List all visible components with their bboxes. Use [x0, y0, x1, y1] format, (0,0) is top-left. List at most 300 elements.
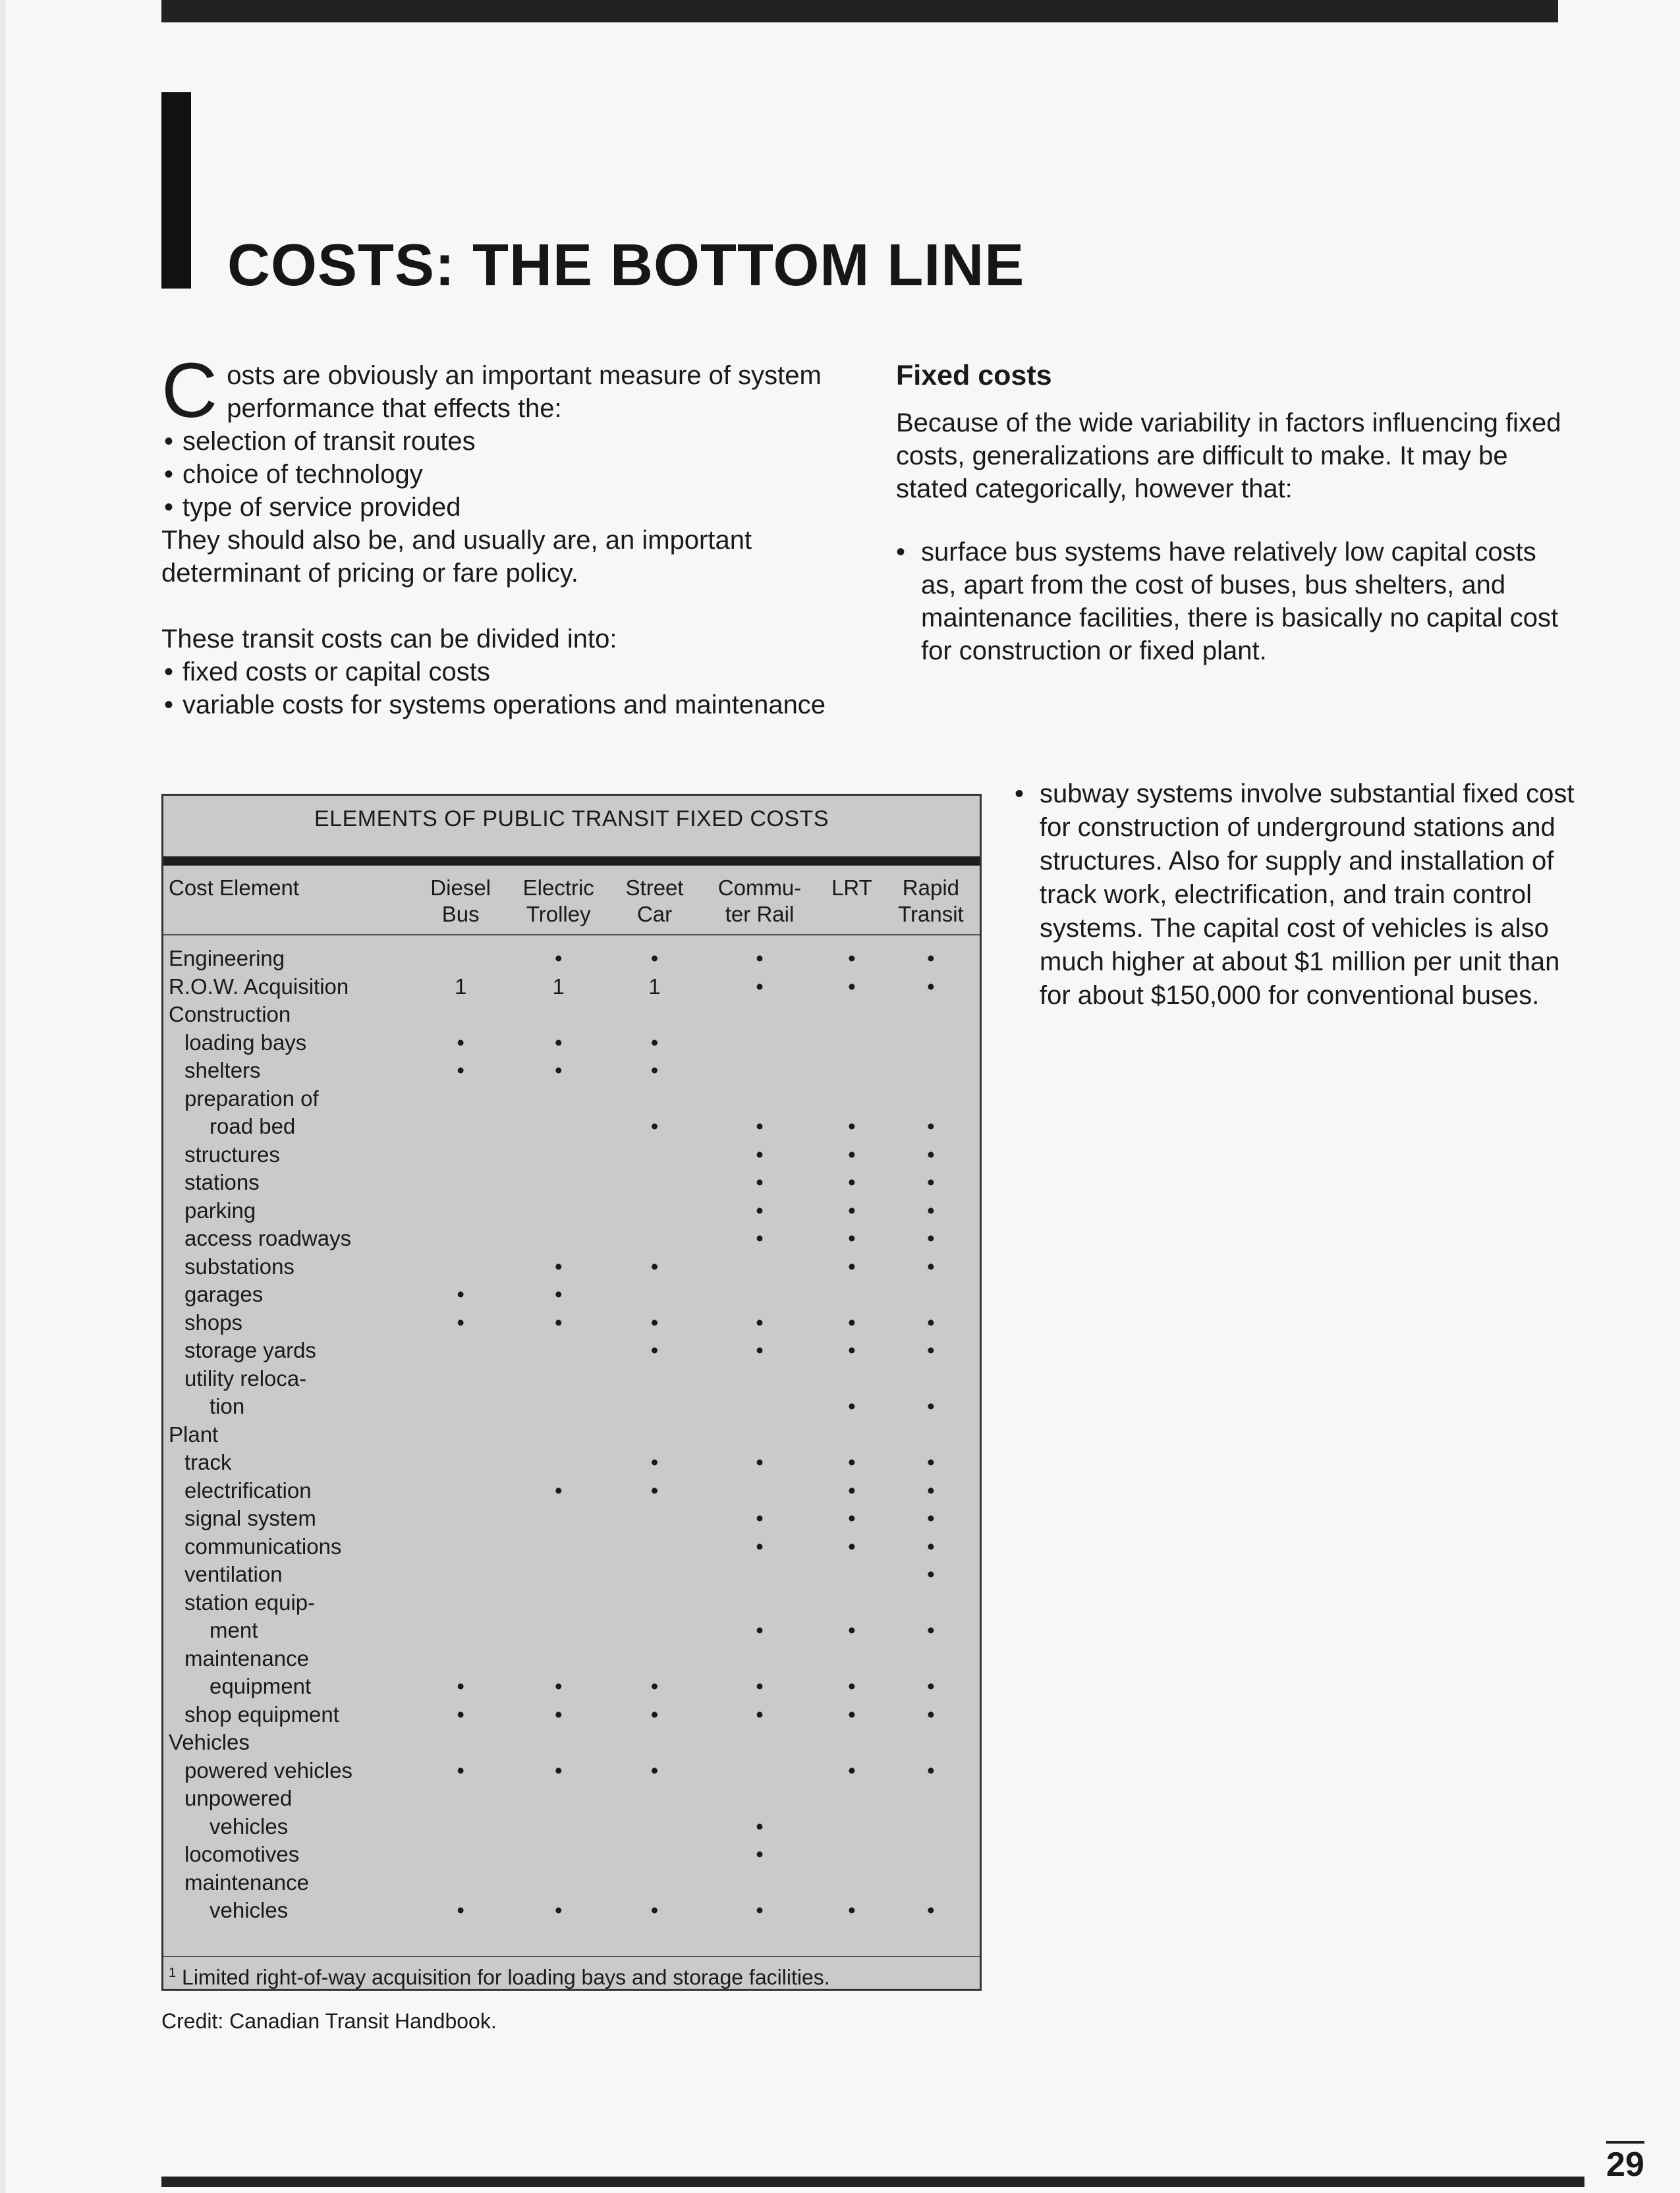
- table-row: [163, 1617, 980, 1645]
- table-cell: [882, 1813, 980, 1841]
- table-cell: •: [554, 1898, 563, 1922]
- cost-element-label: loading bays: [184, 1030, 307, 1055]
- table-cell: [505, 1001, 611, 1029]
- table-cell: •: [756, 1674, 764, 1698]
- table-cell: [882, 1365, 980, 1393]
- intro-text: osts are obviously an important measure of system performance that effects the:: [227, 361, 822, 423]
- bottom-rule: [161, 2177, 1584, 2187]
- table-cell: 1: [552, 974, 565, 999]
- table-row: [163, 1589, 980, 1617]
- fixed-costs-column: [896, 359, 1575, 667]
- table-cell: •: [554, 1282, 563, 1306]
- table-cell: [611, 1617, 698, 1645]
- table-cell: •: [554, 1478, 563, 1503]
- cost-element-label: stations: [184, 1170, 260, 1194]
- table-cell: [698, 1561, 822, 1589]
- cost-element-label: R.O.W. Acquisition: [169, 974, 349, 999]
- cost-element-label: shops: [184, 1310, 243, 1335]
- table-cell: •: [848, 1142, 856, 1167]
- table-caption: ELEMENTS OF PUBLIC TRANSIT FIXED COSTS: [163, 796, 980, 866]
- table-cell: •: [457, 1758, 464, 1783]
- table-row: [163, 1505, 980, 1533]
- table-row: [163, 1029, 980, 1057]
- table-row: [163, 1309, 980, 1337]
- table-cell: •: [650, 1310, 659, 1335]
- table-cell: [611, 1365, 698, 1393]
- table-cell: [505, 1729, 611, 1757]
- cost-element-label: garages: [184, 1282, 264, 1306]
- table-body: [163, 935, 980, 1925]
- table-cell: [882, 1869, 980, 1897]
- table-cell: [698, 1477, 822, 1505]
- table-row: [163, 1701, 980, 1729]
- table-cell: [882, 1057, 980, 1085]
- cost-element-label: access roadways: [184, 1226, 352, 1250]
- table-cell: [698, 1645, 822, 1673]
- table-cell: [416, 1869, 505, 1897]
- table-row: [163, 1561, 980, 1589]
- table-cell: [505, 1617, 611, 1645]
- cost-element-label: powered vehicles: [184, 1758, 352, 1783]
- table-row: [163, 1869, 980, 1897]
- table-cell: •: [554, 1674, 563, 1698]
- table-cell: •: [756, 1198, 764, 1223]
- table-cell: [882, 1001, 980, 1029]
- table-cell: [822, 1365, 882, 1393]
- column-header: Diesel Bus: [430, 875, 491, 926]
- cost-element-label: track: [184, 1450, 232, 1474]
- table-cell: [611, 1225, 698, 1253]
- table-cell: •: [848, 1394, 856, 1418]
- cost-element-label: locomotives: [184, 1842, 300, 1866]
- table-cell: [822, 1813, 882, 1841]
- subway-list: [1015, 777, 1575, 1013]
- table-cell: [416, 1505, 505, 1533]
- table-cell: [611, 1589, 698, 1617]
- cost-element-label: electrification: [184, 1478, 312, 1503]
- table-cell: •: [848, 974, 856, 999]
- footnote-marker: 1: [169, 1966, 177, 1980]
- table-cell: [505, 1785, 611, 1813]
- table-cell: •: [756, 1506, 764, 1530]
- page-title: COSTS: THE BOTTOM LINE: [227, 233, 1025, 298]
- table-cell: [611, 1841, 698, 1869]
- table-cell: •: [927, 1758, 935, 1783]
- cost-element-label: tion: [210, 1394, 245, 1418]
- table-cell: [416, 1141, 505, 1169]
- table-footnote: [163, 1956, 980, 1989]
- cost-element-label: utility reloca-: [184, 1366, 307, 1391]
- table-cell: •: [756, 974, 764, 999]
- divided-paragraph: These transit costs can be divided into:: [161, 625, 617, 653]
- table-cell: [611, 1141, 698, 1169]
- table-cell: •: [848, 1338, 856, 1362]
- column-header: Cost Element: [169, 875, 300, 900]
- list-item: • fixed costs or capital costs: [161, 655, 860, 688]
- subway-systems-point: • subway systems involve substantial fixed cost for construction of underground stations and structures. Also for supply and installation of track work, electrification, and train control systems. The capital cost of vehicles is also much higher at about $1 million per unit than for about $150,000 for conventional buses.: [1015, 777, 1575, 1013]
- table-cell: [416, 1085, 505, 1113]
- table-cell: •: [650, 1898, 659, 1922]
- table-cell: [822, 1729, 882, 1757]
- table-cell: •: [927, 1618, 935, 1642]
- cost-element-label: parking: [184, 1198, 256, 1223]
- table-cell: •: [756, 1618, 764, 1642]
- cost-categories-list: [161, 655, 860, 721]
- table-cell: •: [848, 1702, 856, 1727]
- cost-element-label: vehicles: [210, 1898, 289, 1922]
- cost-element-label: communications: [184, 1534, 342, 1559]
- table-cell: •: [927, 1254, 935, 1279]
- intro-column: [161, 347, 860, 721]
- table-cell: •: [650, 1338, 659, 1362]
- table-cell: •: [756, 1702, 764, 1727]
- table-cell: •: [927, 1534, 935, 1559]
- table-row: [163, 1813, 980, 1841]
- table-cell: [416, 945, 505, 973]
- table-cell: [611, 1393, 698, 1421]
- table-cell: 1: [454, 974, 467, 999]
- table-cell: [882, 1841, 980, 1869]
- table-cell: •: [554, 946, 563, 970]
- list-item: • variable costs for systems operations and maintenance: [161, 688, 860, 721]
- column-header: Commu- ter Rail: [717, 875, 802, 926]
- table-row: [163, 1533, 980, 1561]
- cost-element-label: maintenance: [184, 1870, 309, 1895]
- table-row: [163, 1253, 980, 1281]
- page-edge-shadow: [0, 0, 5, 2193]
- table-cell: •: [848, 1226, 856, 1250]
- footnote-text: Limited right-of-way acquisition for loading bays and storage facilities.: [182, 1965, 830, 1989]
- table-cell: [698, 1757, 822, 1785]
- table-cell: •: [848, 1114, 856, 1138]
- table-cell: [698, 1393, 822, 1421]
- table-cell: •: [756, 1310, 764, 1335]
- table-row: [163, 1729, 980, 1757]
- table-cell: •: [457, 1702, 464, 1727]
- table-cell: [698, 1029, 822, 1057]
- table-header-row: [163, 866, 980, 935]
- table-cell: •: [848, 1478, 856, 1503]
- table-cell: [698, 1253, 822, 1281]
- list-item: • selection of transit routes: [161, 425, 860, 458]
- table-cell: [611, 1085, 698, 1113]
- table-cell: •: [554, 1702, 563, 1727]
- column-header: Street Car: [625, 875, 684, 926]
- table-cell: •: [927, 1562, 935, 1586]
- table-cell: •: [554, 1310, 563, 1335]
- table-cell: [611, 1729, 698, 1757]
- cost-element-label: substations: [184, 1254, 294, 1279]
- table-cell: [416, 1589, 505, 1617]
- table-cell: [822, 1589, 882, 1617]
- top-rule: [161, 0, 1558, 22]
- table-cell: [416, 1813, 505, 1841]
- table-cell: •: [848, 1674, 856, 1698]
- table-cell: [822, 1645, 882, 1673]
- drop-cap: C: [161, 347, 218, 434]
- table-cell: [505, 1589, 611, 1617]
- table-cell: [882, 1589, 980, 1617]
- cost-element-label: signal system: [184, 1506, 316, 1530]
- credit-line: Credit: Canadian Transit Handbook.: [161, 2009, 497, 2033]
- table-cell: [698, 1785, 822, 1813]
- table-cell: [416, 1225, 505, 1253]
- table-cell: •: [848, 1534, 856, 1559]
- table-row: [163, 1169, 980, 1197]
- table-row: [163, 1645, 980, 1673]
- table-row: [163, 1337, 980, 1365]
- table-cell: [505, 1421, 611, 1449]
- table-cell: [611, 1645, 698, 1673]
- table-cell: •: [457, 1898, 464, 1922]
- table-cell: [416, 1533, 505, 1561]
- table-cell: [822, 1085, 882, 1113]
- cost-element-label: Plant: [169, 1422, 219, 1447]
- table-cell: [882, 1281, 980, 1309]
- table-cell: [416, 1729, 505, 1757]
- table-cell: 1: [648, 974, 661, 999]
- table-row: [163, 945, 980, 973]
- table-cell: •: [554, 1758, 563, 1783]
- table-cell: [882, 1085, 980, 1113]
- table-cell: •: [650, 1254, 659, 1279]
- table-cell: [611, 1421, 698, 1449]
- table-cell: •: [650, 1478, 659, 1503]
- table-cell: [416, 1421, 505, 1449]
- table-cell: [505, 1813, 611, 1841]
- table-cell: •: [756, 1338, 764, 1362]
- table-cell: •: [457, 1674, 464, 1698]
- table-cell: [822, 1561, 882, 1589]
- table-cell: [611, 1813, 698, 1841]
- cost-element-label: Construction: [169, 1002, 291, 1026]
- table-row: [163, 1897, 980, 1925]
- table-row: [163, 1197, 980, 1225]
- table-cell: •: [650, 1450, 659, 1474]
- cost-element-label: road bed: [210, 1114, 296, 1138]
- table-cell: •: [848, 1450, 856, 1474]
- table-cell: [505, 1841, 611, 1869]
- table-cell: •: [756, 1142, 764, 1167]
- table-cell: [505, 1365, 611, 1393]
- table-cell: [505, 1141, 611, 1169]
- cost-elements-table: [163, 866, 980, 1925]
- table-cell: •: [848, 1198, 856, 1223]
- table-cell: [698, 1365, 822, 1393]
- table-row: [163, 1001, 980, 1029]
- table-cell: [416, 1197, 505, 1225]
- table-cell: •: [848, 1254, 856, 1279]
- table-cell: [505, 1505, 611, 1533]
- table-row: [163, 1085, 980, 1113]
- table-cell: •: [554, 1030, 563, 1055]
- table-cell: •: [927, 1898, 935, 1922]
- fixed-costs-heading: Fixed costs: [896, 360, 1052, 391]
- table-cell: •: [848, 1170, 856, 1194]
- table-cell: [505, 1225, 611, 1253]
- table-cell: •: [756, 1534, 764, 1559]
- table-row: [163, 1673, 980, 1701]
- table-cell: [882, 1729, 980, 1757]
- cost-element-label: equipment: [210, 1674, 312, 1698]
- table-cell: •: [756, 1450, 764, 1474]
- table-row: [163, 1841, 980, 1869]
- table-cell: •: [927, 974, 935, 999]
- table-cell: [611, 1785, 698, 1813]
- bus-systems-point: • surface bus systems have relatively low capital costs as, apart from the cost of buses, bus shelters, and maintenance facilities, there is basically no capital cost for construction or fixed plant.: [896, 536, 1575, 667]
- fixed-costs-intro: Because of the wide variability in factors influencing fixed costs, generalizations are difficult to make. It may be stated categorically, however that:: [896, 408, 1561, 503]
- table-cell: •: [848, 1506, 856, 1530]
- table-row: [163, 1757, 980, 1785]
- subway-column: [1015, 777, 1575, 1013]
- table-cell: [698, 1589, 822, 1617]
- table-cell: [822, 1869, 882, 1897]
- table-cell: •: [650, 1030, 659, 1055]
- table-cell: •: [927, 1114, 935, 1138]
- table-cell: •: [927, 1338, 935, 1362]
- table-cell: •: [756, 1842, 764, 1866]
- table-cell: •: [848, 946, 856, 970]
- cost-element-label: shelters: [184, 1058, 261, 1082]
- table-cell: [416, 1449, 505, 1477]
- table-cell: •: [927, 1226, 935, 1250]
- table-cell: [505, 1337, 611, 1365]
- table-row: [163, 1365, 980, 1393]
- cost-element-label: structures: [184, 1142, 280, 1167]
- table-cell: •: [650, 1058, 659, 1082]
- column-header: Electric Trolley: [522, 875, 594, 926]
- table-cell: [611, 1001, 698, 1029]
- column-header: Rapid Transit: [898, 875, 964, 926]
- table-cell: [698, 1869, 822, 1897]
- table-cell: [611, 1869, 698, 1897]
- fixed-costs-list: [896, 536, 1575, 667]
- cost-element-label: storage yards: [184, 1338, 316, 1362]
- table-cell: •: [554, 1058, 563, 1082]
- intro-paragraph: [161, 347, 860, 434]
- table-cell: •: [848, 1758, 856, 1783]
- table-row: [163, 1449, 980, 1477]
- table-cell: [611, 1533, 698, 1561]
- effects-list: [161, 425, 860, 524]
- section-marker-bar: [161, 92, 191, 289]
- table-cell: •: [457, 1058, 464, 1082]
- cost-element-label: Vehicles: [169, 1730, 250, 1754]
- table-cell: [822, 1001, 882, 1029]
- table-cell: [416, 1169, 505, 1197]
- cost-element-label: station equip-: [184, 1590, 316, 1615]
- list-item: • type of service provided: [161, 491, 860, 524]
- table-cell: •: [756, 1814, 764, 1839]
- table-cell: [416, 1365, 505, 1393]
- table-cell: [698, 1001, 822, 1029]
- table-cell: [416, 1393, 505, 1421]
- table-cell: •: [756, 1898, 764, 1922]
- table-row: [163, 1281, 980, 1309]
- table-cell: •: [650, 1758, 659, 1783]
- table-cell: •: [927, 1394, 935, 1418]
- table-cell: [505, 1197, 611, 1225]
- table-cell: [416, 1617, 505, 1645]
- column-header: LRT: [831, 875, 872, 900]
- table-cell: [822, 1057, 882, 1085]
- table-cell: •: [756, 946, 764, 970]
- table-cell: •: [927, 1170, 935, 1194]
- table-row: [163, 1785, 980, 1813]
- fixed-costs-table: [161, 794, 982, 1991]
- table-cell: •: [927, 1674, 935, 1698]
- table-cell: [698, 1085, 822, 1113]
- table-cell: [882, 1785, 980, 1813]
- table-cell: [822, 1029, 882, 1057]
- table-cell: •: [756, 1114, 764, 1138]
- table-row: [163, 1113, 980, 1141]
- table-cell: [505, 1085, 611, 1113]
- list-item: • choice of technology: [161, 458, 860, 491]
- table-cell: [822, 1421, 882, 1449]
- table-cell: [416, 1253, 505, 1281]
- table-cell: [416, 1841, 505, 1869]
- table-cell: •: [457, 1282, 464, 1306]
- table-cell: [611, 1505, 698, 1533]
- table-cell: [505, 1393, 611, 1421]
- table-cell: •: [927, 1198, 935, 1223]
- table-cell: [882, 1645, 980, 1673]
- table-cell: •: [927, 1506, 935, 1530]
- table-cell: [611, 1561, 698, 1589]
- table-cell: [416, 1477, 505, 1505]
- table-cell: [505, 1449, 611, 1477]
- table-cell: [698, 1729, 822, 1757]
- table-cell: •: [650, 1702, 659, 1727]
- cost-element-label: vehicles: [210, 1814, 289, 1839]
- table-cell: [698, 1421, 822, 1449]
- table-cell: [505, 1169, 611, 1197]
- table-cell: [698, 1281, 822, 1309]
- table-cell: •: [650, 1674, 659, 1698]
- table-cell: •: [927, 1310, 935, 1335]
- cost-element-label: Engineering: [169, 946, 285, 970]
- table-row: [163, 1477, 980, 1505]
- table-cell: [416, 1113, 505, 1141]
- table-cell: [505, 1113, 611, 1141]
- table-cell: •: [457, 1030, 464, 1055]
- table-cell: [416, 1337, 505, 1365]
- cost-element-label: ventilation: [184, 1562, 283, 1586]
- table-cell: [416, 1645, 505, 1673]
- table-cell: [882, 1421, 980, 1449]
- cost-element-label: maintenance: [184, 1646, 309, 1671]
- page-number: 29: [1606, 2141, 1644, 2184]
- table-cell: •: [554, 1254, 563, 1279]
- table-cell: [882, 1029, 980, 1057]
- table-row: [163, 1057, 980, 1085]
- table-cell: •: [848, 1618, 856, 1642]
- table-cell: [822, 1281, 882, 1309]
- table-cell: [611, 1281, 698, 1309]
- table-cell: [822, 1785, 882, 1813]
- table-row: [163, 1421, 980, 1449]
- table-cell: [416, 1001, 505, 1029]
- table-cell: [505, 1561, 611, 1589]
- table-cell: •: [927, 1142, 935, 1167]
- table-cell: [611, 1169, 698, 1197]
- cost-element-label: shop equipment: [184, 1702, 339, 1727]
- cost-element-label: ment: [210, 1618, 258, 1642]
- table-cell: [611, 1197, 698, 1225]
- cost-element-label: preparation of: [184, 1086, 319, 1111]
- table-row: [163, 973, 980, 1001]
